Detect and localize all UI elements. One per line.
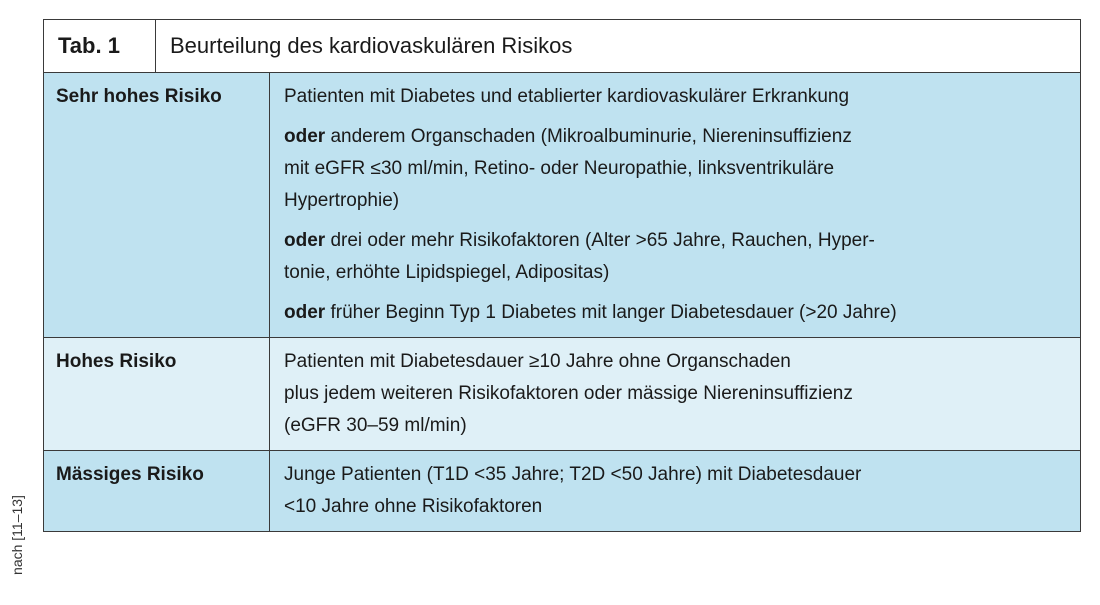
criterion-paragraph xyxy=(284,459,1066,523)
criterion-line xyxy=(284,121,1066,153)
criterion-line: tonie, erhöhte Lipidspiegel, Adipositas) xyxy=(284,262,610,283)
risk-category: Sehr hohes Risiko xyxy=(44,73,270,337)
table-title-row xyxy=(44,20,1080,73)
keyword-oder: oder xyxy=(284,230,326,251)
risk-table xyxy=(43,19,1081,532)
criterion-line: (eGFR 30–59 ml/min) xyxy=(284,415,467,436)
criterion-line: Junge Patienten (T1D <35 Jahre; T2D <50 Jahre) mit Diabetesdauer xyxy=(284,464,862,485)
criterion-line: plus jedem weiteren Risikofaktoren oder mässige Niereninsuffizienz xyxy=(284,383,853,404)
criterion-text: früher Beginn Typ 1 Diabetes mit langer Diabetesdauer (>20 Jahre) xyxy=(325,302,897,323)
criterion-line xyxy=(284,225,1066,257)
criterion-paragraph xyxy=(284,225,1066,289)
criterion-line: Patienten mit Diabetesdauer ≥10 Jahre ohne Organschaden xyxy=(284,351,791,372)
table-row-high-risk xyxy=(44,338,1080,451)
keyword-oder: oder xyxy=(284,302,326,323)
table-title: Beurteilung des kardiovaskulären Risikos xyxy=(170,33,573,58)
criterion-line: Patienten mit Diabetes und etablierter kardiovaskulärer Erkrankung xyxy=(284,86,850,107)
criterion-paragraph xyxy=(284,346,1066,442)
criterion-line: mit eGFR ≤30 ml/min, Retino- oder Neuropathie, linksventrikuläre xyxy=(284,158,835,179)
table-tag: Tab. 1 xyxy=(44,20,156,72)
risk-category: Hohes Risiko xyxy=(44,338,270,450)
criterion-text: anderem Organschaden (Mikroalbuminurie, Niereninsuffizienz xyxy=(325,126,852,147)
criterion-line: <10 Jahre ohne Risikofaktoren xyxy=(284,496,543,517)
risk-description xyxy=(270,451,1080,531)
risk-description xyxy=(270,338,1080,450)
risk-description xyxy=(270,73,1080,337)
criterion-paragraph xyxy=(284,121,1066,217)
table-row-very-high-risk xyxy=(44,73,1080,338)
criterion-paragraph xyxy=(284,81,1066,113)
risk-category: Mässiges Risiko xyxy=(44,451,270,531)
table-row-moderate-risk xyxy=(44,451,1080,531)
criterion-text: drei oder mehr Risikofaktoren (Alter >65 Jahre, Rauchen, Hyper- xyxy=(325,230,875,251)
criterion-line xyxy=(284,297,1066,329)
criterion-paragraph xyxy=(284,297,1066,329)
source-note-text: nach [11–13] xyxy=(9,495,25,575)
keyword-oder: oder xyxy=(284,126,326,147)
source-note xyxy=(7,495,27,575)
criterion-line: Hypertrophie) xyxy=(284,190,400,211)
